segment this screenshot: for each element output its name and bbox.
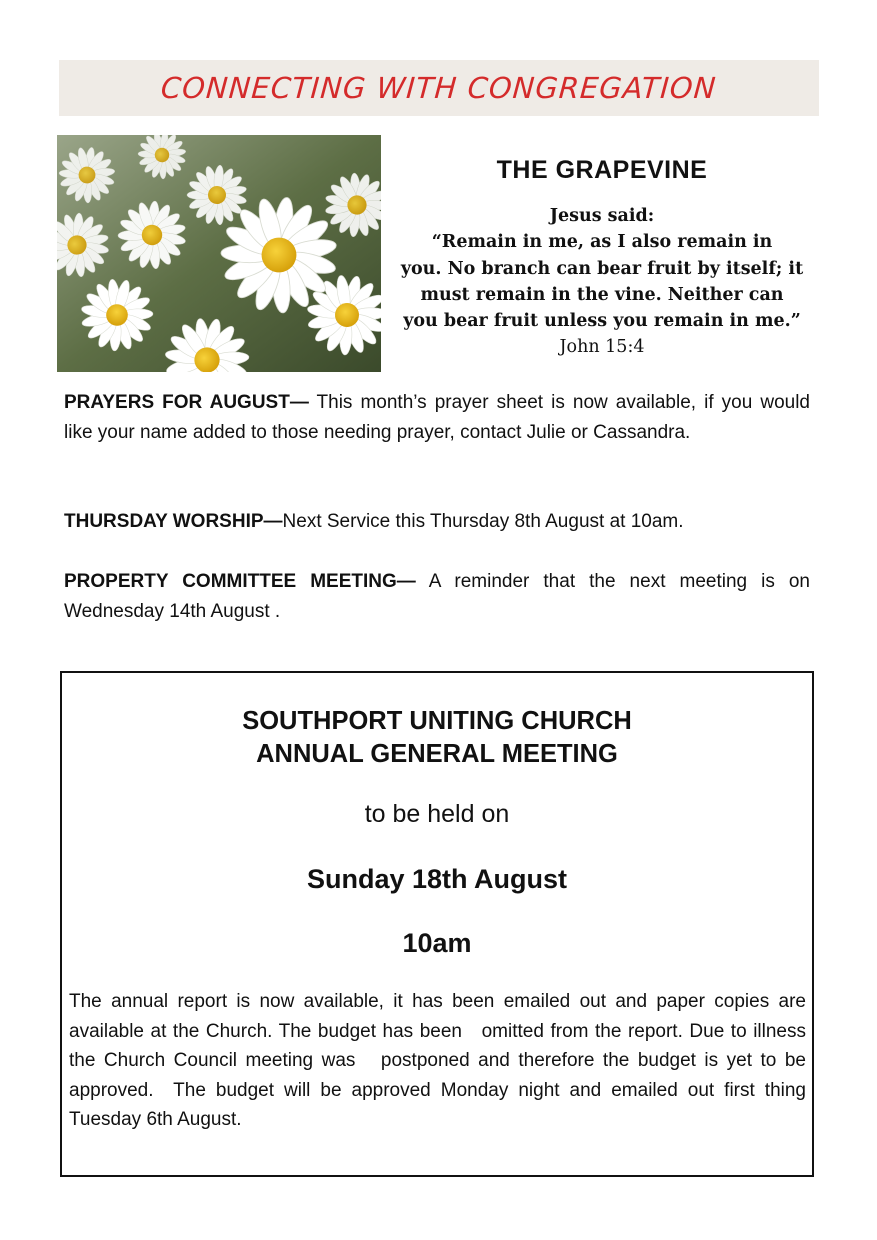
verse-intro: Jesus said: xyxy=(549,206,655,226)
notice-thursday-worship xyxy=(64,507,810,537)
agm-title-line: ANNUAL GENERAL MEETING xyxy=(256,740,618,768)
page-banner xyxy=(59,60,819,116)
agm-date: Sunday 18th August xyxy=(306,864,568,894)
notice-property-committee xyxy=(64,567,810,627)
daisy-photo xyxy=(57,135,381,372)
agm-title-line: SOUTHPORT UNITING CHURCH xyxy=(242,707,632,735)
verse-reference: John 15:4 xyxy=(559,337,645,358)
agm-notice-box xyxy=(60,671,814,1177)
notice-heading: PRAYERS FOR AUGUST— xyxy=(64,392,309,413)
notice-text: A reminder that the next meeting is on Wednesday 14th August . xyxy=(64,571,810,622)
verse-line: you bear fruit unless you remain in me.” xyxy=(403,311,801,332)
grapevine-title: THE GRAPEVINE xyxy=(496,156,708,184)
bible-verse xyxy=(390,203,814,361)
notice-prayers xyxy=(64,388,810,448)
verse-line: you. No branch can bear fruit by itself; it xyxy=(400,258,804,279)
notice-heading: THURSDAY WORSHIP— xyxy=(64,511,283,532)
agm-time: 10am xyxy=(402,928,472,958)
agm-held-on: to be held on xyxy=(364,800,510,828)
notice-text: This month’s prayer sheet is now available, if you would like your name added to those needing prayer, contact Julie or Cassandra. xyxy=(64,392,810,443)
notice-text: Next Service this Thursday 8th August at 10am. xyxy=(282,511,684,532)
banner-title: CONNECTING WITH CONGREGATION xyxy=(160,71,718,105)
verse-line: must remain in the vine. Neither can xyxy=(420,284,784,305)
agm-body-text: The annual report is now available, it has been emailed out and paper copies are available at the Church. The budget has been omitted from the report. Due to illness the Church Council meeting was postponed and therefore the budget is yet to be approved. The budget will be approved Monday night and emailed out first thing Tuesday 6th August. xyxy=(69,991,812,1130)
notice-heading: PROPERTY COMMITTEE MEETING— xyxy=(64,571,416,592)
verse-line: “Remain in me, as I also remain in xyxy=(431,232,773,253)
agm-title xyxy=(62,705,812,771)
